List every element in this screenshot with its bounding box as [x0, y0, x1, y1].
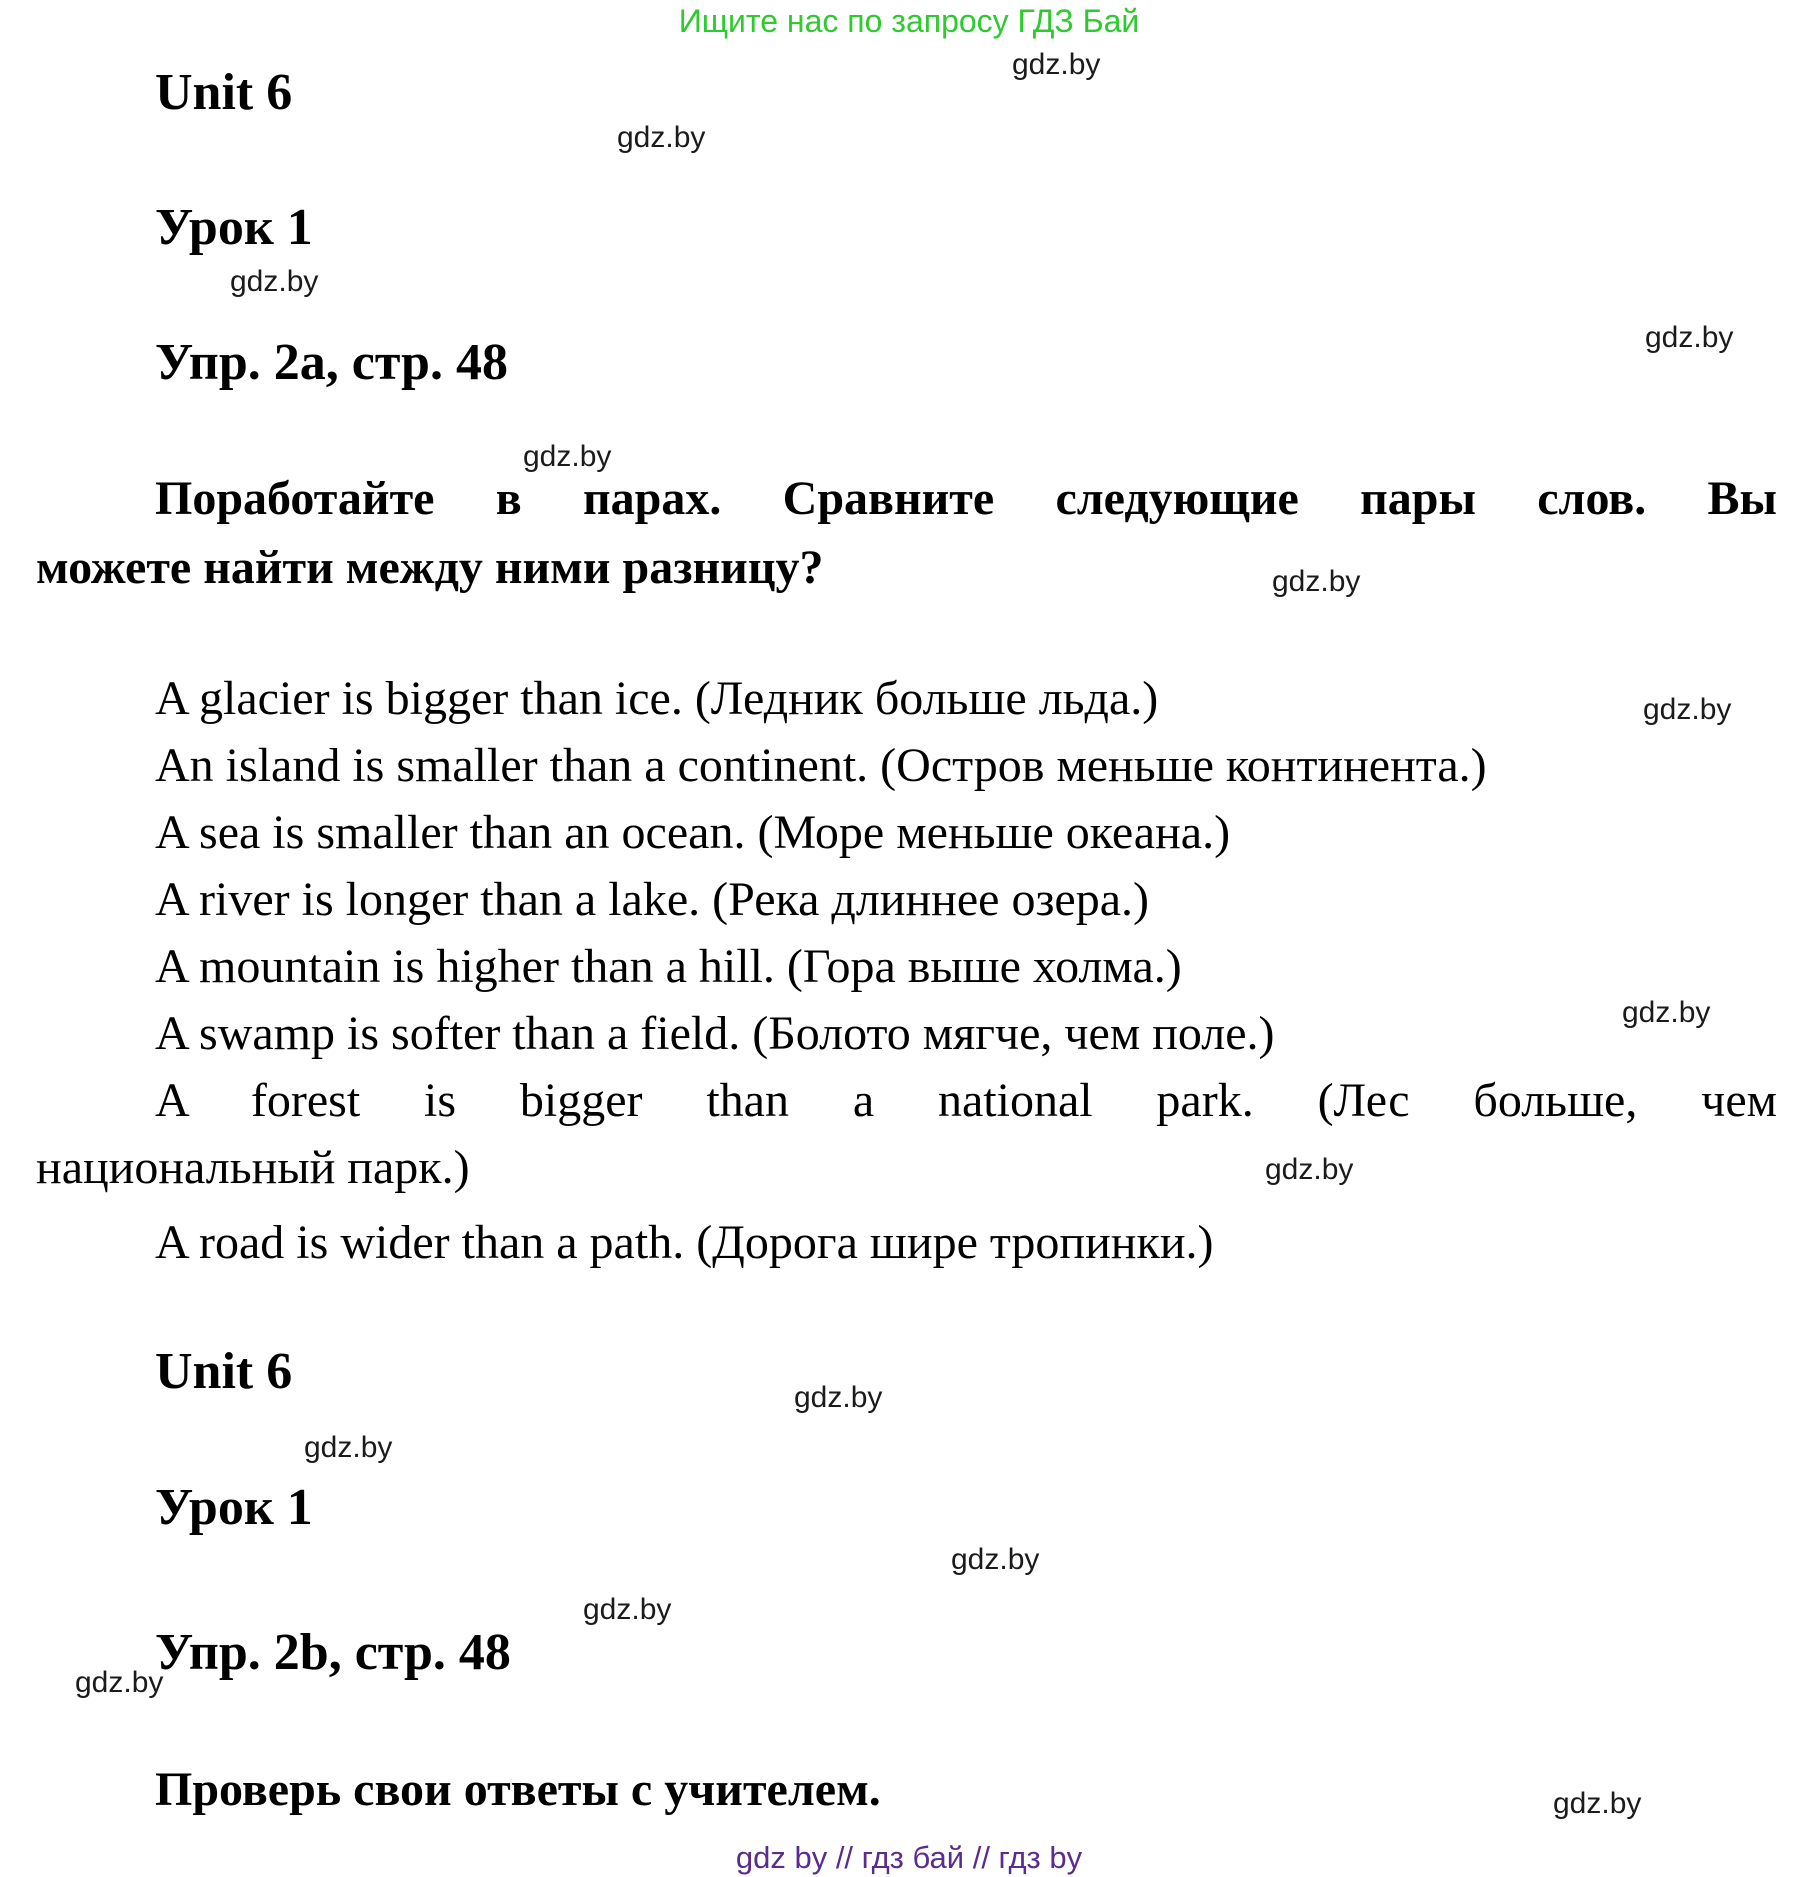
comparison-item: A river is longer than a lake. (Река длиннее озера.) [155, 873, 1150, 926]
comparison-item: A sea is smaller than an ocean. (Море меньше океана.) [155, 806, 1231, 859]
task-text: Проверь свои ответы с учителем. [155, 1763, 881, 1816]
unit-heading: Unit 6 [155, 1343, 293, 1400]
comparison-item: A mountain is higher than a hill. (Гора выше холма.) [155, 940, 1182, 993]
gdz-watermark: gdz.by [1553, 1787, 1642, 1820]
comparison-item: An island is smaller than a continent. (Остров меньше континента.) [155, 739, 1487, 792]
comparison-item: A glacier is bigger than ice. (Ледник больше льда.) [155, 672, 1159, 725]
gdz-watermark: gdz.by [794, 1381, 883, 1414]
gdz-watermark: gdz.by [951, 1543, 1040, 1576]
gdz-watermark: gdz.by [1272, 565, 1361, 598]
comparison-list [36, 665, 1777, 1276]
lesson-heading: Урок 1 [155, 199, 313, 256]
gdz-watermark: gdz.by [1645, 321, 1734, 354]
comparison-item-line1: A forest is bigger than a national park. (Лес больше, чем [155, 1074, 1777, 1127]
lesson-heading: Урок 1 [155, 1479, 313, 1536]
gdz-watermark: gdz.by [1265, 1153, 1354, 1186]
comparison-item [36, 1067, 1777, 1201]
gdz-watermark: gdz.by [1643, 693, 1732, 726]
exercise-heading: Упр. 2b, стр. 48 [155, 1624, 511, 1681]
gdz-watermark: gdz.by [583, 1593, 672, 1626]
comparison-item: A swamp is softer than a field. (Болото мягче, чем поле.) [155, 1007, 1275, 1060]
gdz-watermark: gdz.by [1012, 48, 1101, 81]
gdz-watermark: gdz.by [75, 1666, 164, 1699]
task-text-line2: можете найти между ними разницу? [36, 541, 824, 594]
gdz-watermark: gdz.by [617, 121, 706, 154]
unit-heading: Unit 6 [155, 64, 293, 121]
gdz-watermark: gdz.by [523, 440, 612, 473]
footer-links: gdz by // гдз бай // гдз by [735, 1840, 1083, 1875]
gdz-watermark: gdz.by [1622, 996, 1711, 1029]
gdz-watermark: gdz.by [304, 1431, 393, 1464]
gdz-watermark: gdz.by [230, 265, 319, 298]
comparison-item-line2: национальный парк.) [36, 1141, 470, 1194]
exercise-heading: Упр. 2а, стр. 48 [155, 334, 508, 391]
task-text-line1: Поработайте в парах. Сравните следующие пары слов. Вы [155, 472, 1777, 525]
comparison-item: A road is wider than a path. (Дорога шире тропинки.) [155, 1216, 1214, 1269]
promo-banner: Ищите нас по запросу ГДЗ Бай [678, 3, 1140, 39]
